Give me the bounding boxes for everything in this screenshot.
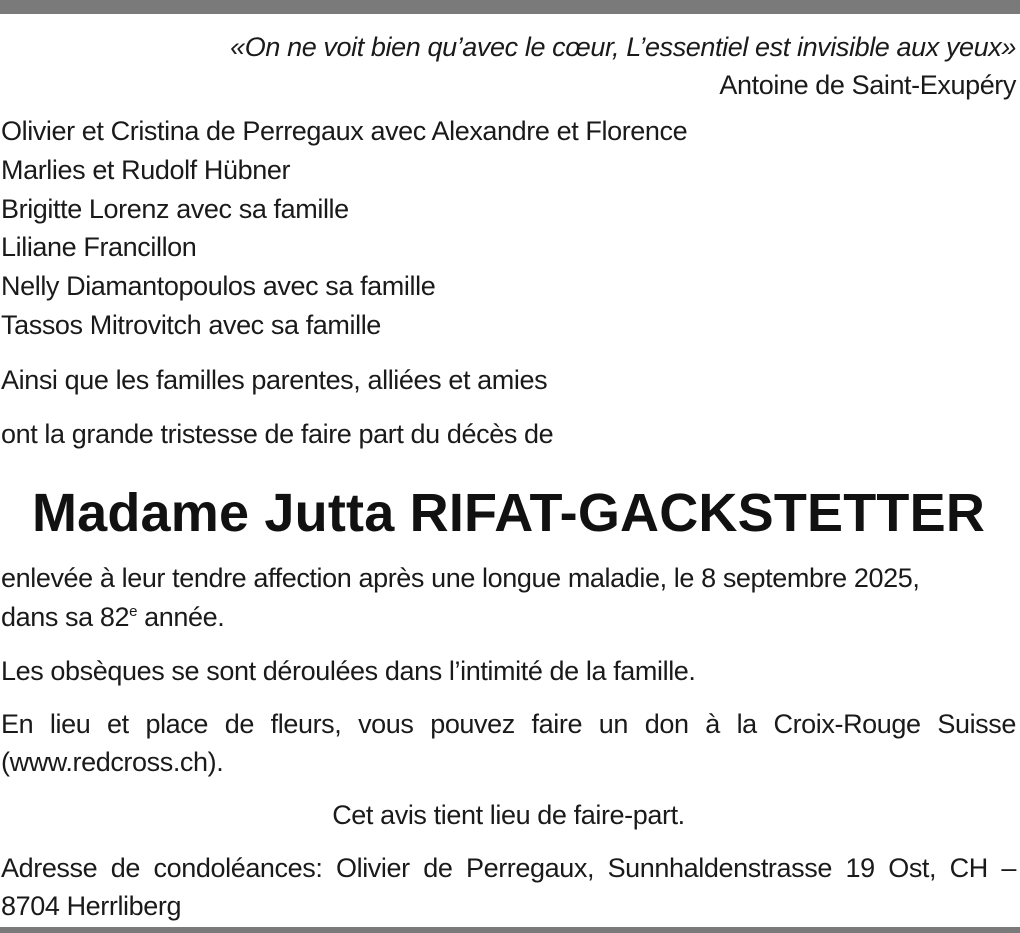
condolence-address: Adresse de condoléances: Olivier de Perregaux, Sunnhaldenstrasse 19 Ost, CH – 8704 Herrliberg	[1, 852, 1016, 921]
obituary-notice	[0, 14, 1020, 927]
death-detail	[1, 559, 1016, 637]
bottom-rule	[0, 927, 1020, 933]
epigraph-quote: «On ne voit bien qu’avec le cœur, L’essentiel est invisible aux yeux»	[230, 32, 1016, 62]
death-detail-line1: enlevée à leur tendre affection après une longue maladie, le 8 septembre 2025,	[1, 562, 920, 593]
death-detail-age-prefix: dans sa 82	[1, 601, 130, 632]
family-line: Brigitte Lorenz avec sa famille	[1, 193, 349, 224]
family-line: Olivier et Cristina de Perregaux avec Alexandre et Florence	[1, 116, 688, 146]
top-rule	[0, 0, 1020, 14]
relatives-line: Ainsi que les familles parentes, alliées et amies	[1, 364, 548, 395]
death-detail-age-suffix: année.	[137, 601, 225, 632]
family-list	[1, 112, 1016, 345]
epigraph-author: Antoine de Saint-Exupéry	[719, 70, 1016, 100]
family-line: Nelly Diamantopoulos avec sa famille	[1, 271, 436, 302]
notice-line: Cet avis tient lieu de faire-part.	[332, 799, 685, 830]
family-line: Marlies et Rudolf Hübner	[1, 154, 291, 185]
family-line: Tassos Mitrovitch avec sa famille	[1, 309, 381, 340]
funeral-line: Les obsèques se sont déroulées dans l’intimité de la famille.	[1, 655, 696, 686]
deceased-name: Madame Jutta RIFAT-GACKSTETTER	[31, 482, 986, 543]
epigraph	[1, 28, 1016, 104]
ordinal-suffix: e	[129, 602, 138, 620]
donation-paragraph: En lieu et place de fleurs, vous pouvez faire un don à la Croix-Rouge Suisse (www.redcross.ch).	[1, 708, 1016, 777]
announcement-line: ont la grande tristesse de faire part du décès de	[1, 418, 554, 449]
family-line: Liliane Francillon	[1, 232, 197, 263]
